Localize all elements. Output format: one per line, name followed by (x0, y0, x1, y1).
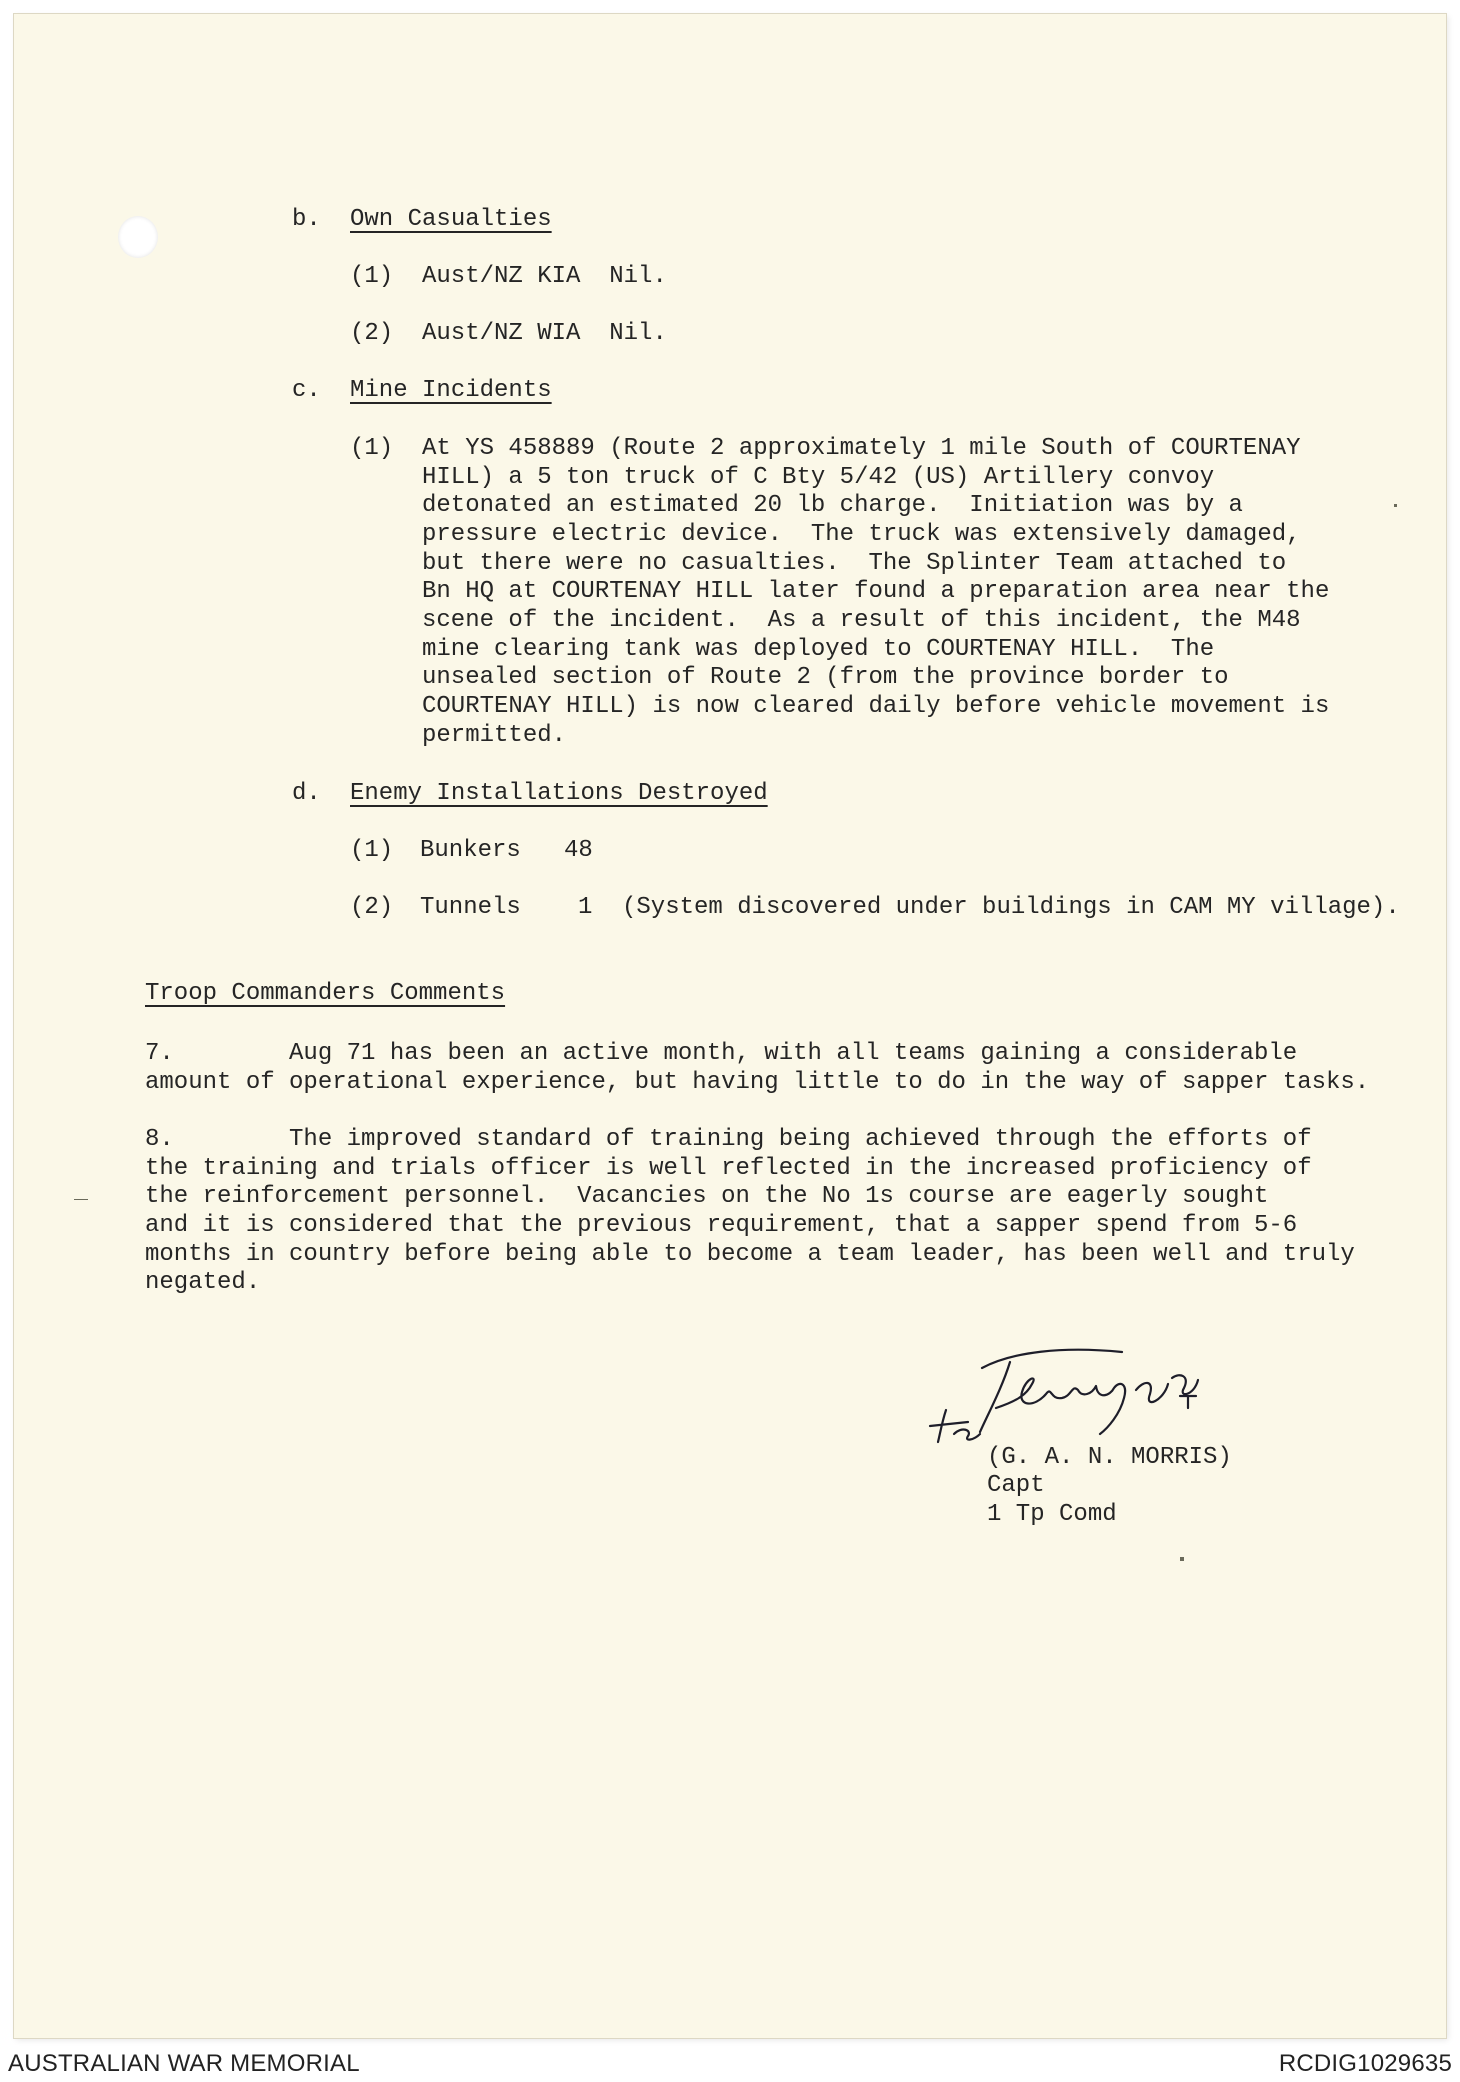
section-d-item-2-num: (2) (350, 894, 394, 921)
text-line: mine clearing tank was deployed to COURTENAY HILL. The (422, 636, 1215, 663)
footer-record-id: RCDIG1029635 (1278, 2050, 1452, 2077)
section-c-item-1-num: (1) (350, 435, 394, 462)
paper-speck (74, 1199, 88, 1200)
text-line: amount of operational experience, but having little to do in the way of sapper tasks. (145, 1069, 1370, 1096)
text-line: months in country before being able to become a team leader, has been well and truly (145, 1241, 1355, 1268)
comments-heading: Troop Commanders Comments (145, 980, 506, 1007)
text-line: Bn HQ at COURTENAY HILL later found a preparation area near the (422, 578, 1330, 605)
text-line: pressure electric device. The truck was extensively damaged, (422, 521, 1301, 548)
section-c-letter: c. (292, 377, 321, 404)
punch-hole (118, 216, 158, 258)
signatory-appointment: 1 Tp Comd (987, 1501, 1117, 1528)
paper-speck (1180, 1557, 1184, 1561)
signatory-name: (G. A. N. MORRIS) (987, 1444, 1232, 1471)
section-b-item-2-num: (2) (350, 320, 394, 347)
section-b-letter: b. (292, 206, 321, 233)
section-d-item-2-note: (System discovered under buildings in CAM MY village). (622, 894, 1400, 921)
text-line: 8. The improved standard of training being achieved through the efforts of (145, 1126, 1312, 1153)
text-line: but there were no casualties. The Splinter Team attached to (422, 550, 1287, 577)
section-c-heading: Mine Incidents (350, 377, 552, 404)
text-line: the training and trials officer is well reflected in the increased proficiency of (145, 1155, 1312, 1182)
section-d-item-1-value: 48 (564, 837, 593, 864)
text-line: At YS 458889 (Route 2 approximately 1 mile South of COURTENAY (422, 435, 1301, 462)
footer-institution: AUSTRALIAN WAR MEMORIAL (8, 2050, 360, 2077)
text-line: permitted. (422, 722, 567, 749)
text-line: unsealed section of Route 2 (from the province border to (422, 664, 1229, 691)
text-line: and it is considered that the previous requirement, that a sapper spend from 5-6 (145, 1212, 1298, 1239)
section-d-item-2-label: Tunnels (420, 894, 521, 921)
section-d-letter: d. (292, 780, 321, 807)
section-b-item-1-text: Aust/NZ KIA Nil. (422, 263, 667, 290)
section-d-item-1-label: Bunkers (420, 837, 521, 864)
text-line: the reinforcement personnel. Vacancies on the No 1s course are eagerly sought (145, 1183, 1269, 1210)
section-b-item-2-text: Aust/NZ WIA Nil. (422, 320, 667, 347)
text-line: 7. Aug 71 has been an active month, with all teams gaining a considerable (145, 1040, 1298, 1067)
handwritten-signature (922, 1338, 1262, 1458)
document-page (14, 14, 1446, 2038)
text-line: detonated an estimated 20 lb charge. Initiation was by a (422, 492, 1243, 519)
text-line: HILL) a 5 ton truck of C Bty 5/42 (US) Artillery convoy (422, 464, 1215, 491)
text-line: COURTENAY HILL) is now cleared daily before vehicle movement is (422, 693, 1330, 720)
paper-speck (1394, 504, 1397, 507)
section-d-item-1-num: (1) (350, 837, 394, 864)
text-line: scene of the incident. As a result of this incident, the M48 (422, 607, 1301, 634)
section-d-heading: Enemy Installations Destroyed (350, 780, 768, 807)
section-d-item-2-value: 1 (578, 894, 593, 921)
section-b-heading: Own Casualties (350, 206, 552, 233)
section-b-item-1-num: (1) (350, 263, 394, 290)
signatory-rank: Capt (987, 1472, 1045, 1499)
text-line: negated. (145, 1269, 261, 1296)
